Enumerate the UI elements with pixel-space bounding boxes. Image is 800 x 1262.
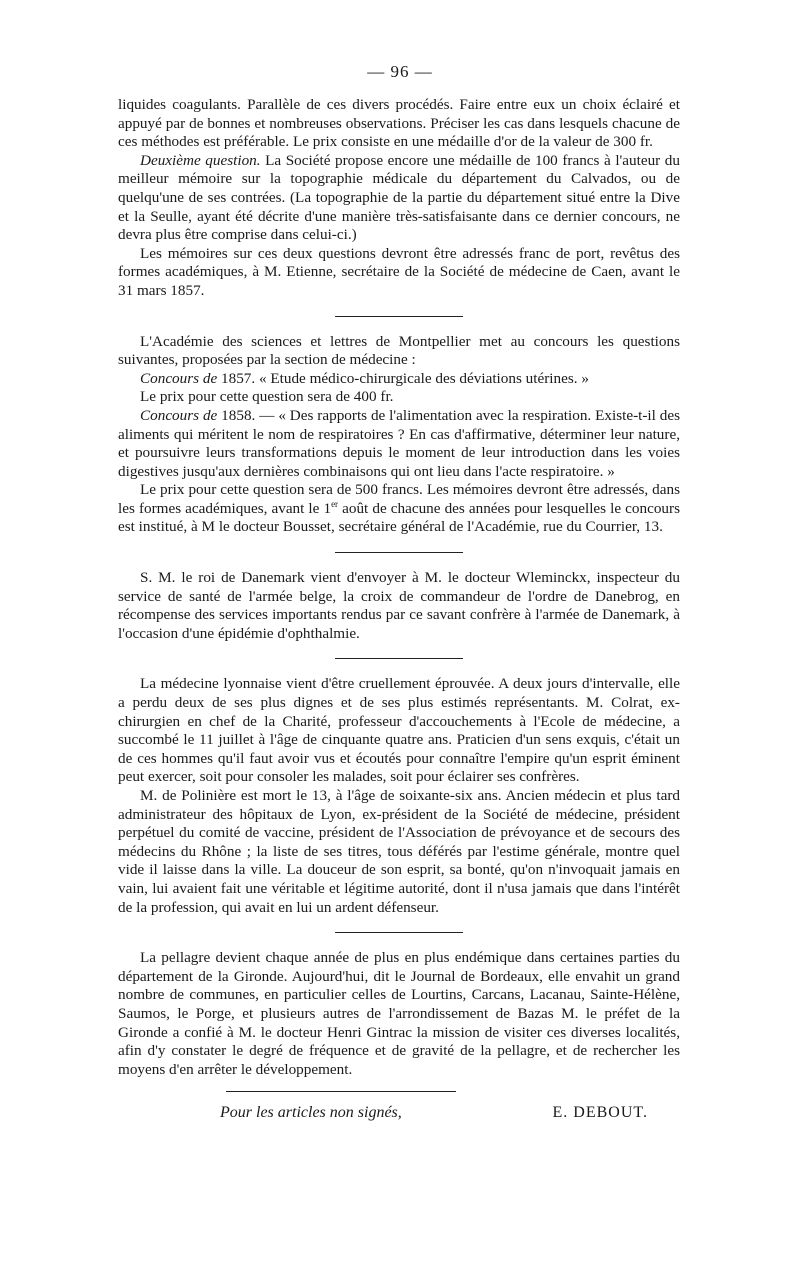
superscript: er xyxy=(331,498,339,509)
signature-name: E. DEBOUT. xyxy=(552,1104,648,1122)
paragraph-text: 1857. « Etude médico-chirurgicale des déviations utérines. » xyxy=(217,369,589,387)
question-heading: Deuxième question. xyxy=(140,151,261,169)
section-divider xyxy=(335,552,463,553)
concours-heading: Concours de xyxy=(140,406,218,424)
closing-rule xyxy=(226,1091,456,1092)
page-number: — 96 — xyxy=(367,62,433,81)
paragraph: Les mémoires sur ces deux questions devront être adressés franc de port, revêtus des formes académiques, à M. Etienne, secrétaire de la Société de médecine de Caen, avant le 31 mars 1857. xyxy=(118,244,680,299)
paragraph-text: La Société propose encore une médaille de 100 francs à l'auteur du meilleur mémoire sur la topographie médicale du département du Calvados, ou de quelqu'une de ses contrées. (La topographie de la partie du département situé entre la Dive et la Seulle, ayant été décrite d'une manière très-satisfaisante dans ce dernier concours, ne devra plus être comprise dans celui-ci.) xyxy=(118,151,680,244)
paragraph xyxy=(118,152,680,245)
paragraph: La médecine lyonnaise vient d'être cruellement éprouvée. A deux jours d'intervalle, elle a perdu deux de ses plus dignes et de ses plus estimés représentants. M. Colrat, ex-chirurgien en chef de la Charité, professeur d'accouchements à l'Ecole de médecine, a succombé le 11 juillet à l'âge de cinquante quatre ans. Praticien d'un sens exquis, c'était un de ces hommes qu'il faut avoir vus et écoutés pour connaître l'empire qu'un esprit éminent peut exercer, soit pour consoler les malades, soit pour éclairer ses confrères. xyxy=(118,675,680,786)
signature-note: Pour les articles non signés, xyxy=(220,1104,402,1122)
paragraph xyxy=(118,407,680,481)
concours-heading: Concours de xyxy=(140,369,218,387)
paragraph-text: 1858. — « Des rapports de l'alimentation avec la respiration. Existe-t-il des aliments qui méritent le nom de respiratoires ? En cas d'affirmative, déterminer leur nature, et poursuivre leurs transformations depuis le moment de leur introduction dans les voies digestives jusqu'aux dernières combinaisons qui ont lieu dans l'acte respiratoire. » xyxy=(118,406,680,480)
text-column xyxy=(118,96,680,1123)
paragraph-text: août de chacune des années pour lesquelles le concours est institué, à M le docteur Bousset, secrétaire général de l'Académie, rue du Courrier, 13. xyxy=(118,499,680,536)
signature-line xyxy=(118,1104,680,1123)
section-divider xyxy=(335,932,463,933)
paragraph: liquides coagulants. Parallèle de ces divers procédés. Faire entre eux un choix éclairé et appuyé par de bonnes et nombreuses observations. Préciser les cas dans lesquels chacune de ces méthodes est préférable. Le prix consiste en une médaille d'or de la valeur de 300 fr. xyxy=(118,96,680,151)
section-divider xyxy=(335,658,463,659)
paragraph xyxy=(118,370,680,389)
paragraph: Le prix pour cette question sera de 400 fr. xyxy=(140,388,394,406)
section-divider xyxy=(335,316,463,317)
paragraph xyxy=(118,481,680,537)
paragraph: M. de Polinière est mort le 13, à l'âge de soixante-six ans. Ancien médecin et plus tard administrateur des hôpitaux de Lyon, ex-président de la Société de médecine, président perpétuel du comité de vaccine, président de l'Association de prévoyance et de secours des médecins du Rhône ; la liste de ses titres, tous déférés par l'estime générale, montre quel vide il laisse dans la ville. La douceur de son esprit, sa bonté, qu'on n'invoquait jamais en vain, lui avaient fait une véritable et légitime autorité, dont il n'usa jamais que dans l'intérêt de la profession, qui avait en lui un ardent défenseur. xyxy=(118,787,680,916)
paragraph: L'Académie des sciences et lettres de Montpellier met au concours les questions suivantes, proposées par la section de médecine : xyxy=(118,332,680,369)
paragraph: S. M. le roi de Danemark vient d'envoyer à M. le docteur Wleminckx, inspecteur du service de santé de l'armée belge, la croix de commandeur de l'ordre de Danebrog, en récompense des services importants rendus par ce savant confrère à l'armée de Danemark, à l'occasion d'une épidémie d'ophthalmie. xyxy=(118,569,680,642)
paragraph-text: Le prix pour cette question sera de 500 francs. Les mémoires devront être adressés, dans les formes académiques, avant le 1 xyxy=(118,481,680,517)
paragraph: La pellagre devient chaque année de plus en plus endémique dans certaines parties du département de la Gironde. Aujourd'hui, dit le Journal de Bordeaux, elle envahit un grand nombre de communes, en particulier celles de Lourtins, Carcans, Lacanau, Sainte-Hélène, Saumos, le Porge, et plusieurs autres de l'arrondissement de Bazas M. le préfet de la Gironde a confié à M. le docteur Henri Gintrac la mission de visiter ces diverses localités, afin d'y constater le degré de fréquence et de gravité de la pellagre, et de rechercher les moyens d'en arrêter le développement. xyxy=(118,949,680,1078)
